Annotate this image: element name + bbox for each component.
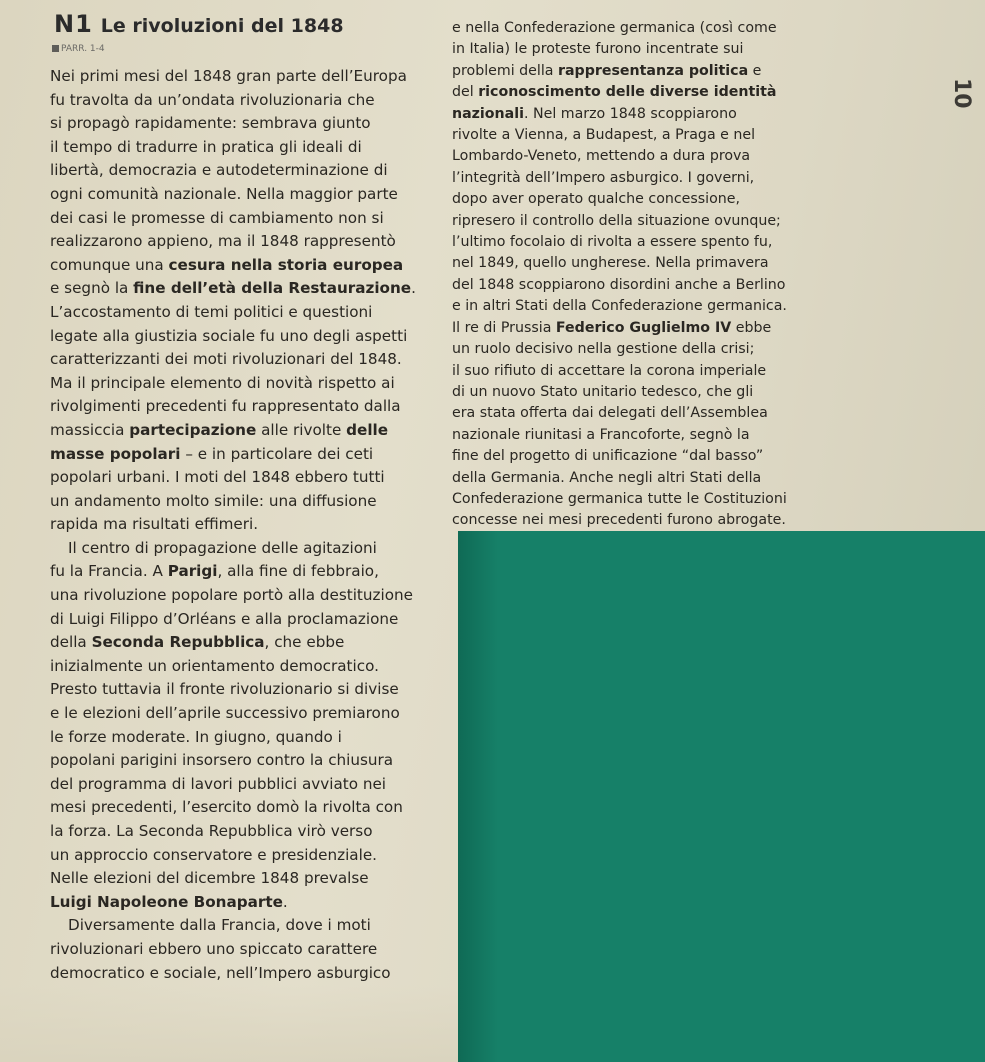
text-line xyxy=(50,938,470,962)
text-run: era stata offerta dai delegati dell’Assemblea xyxy=(452,405,768,422)
text-line xyxy=(452,318,852,339)
paragraph-reference: PARR. 1-4 xyxy=(61,44,105,54)
text-run: del 1848 scoppiarono disordini anche a Berlino xyxy=(452,276,786,293)
text-line xyxy=(452,403,852,424)
text-run: del programma di lavori pubblici avviato nei xyxy=(50,774,387,793)
text-line xyxy=(50,89,470,113)
text-run: fu la Francia. A xyxy=(50,562,168,581)
text-line xyxy=(50,112,470,136)
text-line xyxy=(50,490,470,514)
text-line xyxy=(50,136,470,160)
text-line xyxy=(452,296,852,317)
text-line xyxy=(50,773,470,797)
text-line xyxy=(452,489,852,510)
text-line xyxy=(50,348,470,372)
bold-text: Parigi xyxy=(167,562,218,581)
text-run: Presto tuttavia il fronte rivoluzionario si divise xyxy=(50,680,399,699)
bold-text: Luigi Napoleone Bonaparte xyxy=(50,892,283,911)
text-run: Il centro di propagazione delle agitazioni xyxy=(68,538,377,557)
text-line xyxy=(50,608,470,632)
text-run: rivoluzionari ebbero uno spiccato carattere xyxy=(50,939,378,958)
text-run: il suo rifiuto di accettare la corona imperiale xyxy=(452,362,767,379)
text-line xyxy=(452,189,852,210)
text-line xyxy=(452,446,852,467)
section-code: N1 xyxy=(54,10,93,38)
text-run: e nella Confederazione germanica (così come xyxy=(452,20,777,36)
bold-text: rappresentanza politica xyxy=(557,62,749,79)
text-run: ripresero il controllo della situazione ovunque; xyxy=(452,212,781,229)
text-run: Ma il principale elemento di novità rispetto ai xyxy=(50,373,395,392)
text-run: le forze moderate. In giugno, quando i xyxy=(50,727,342,746)
text-line xyxy=(452,39,852,60)
text-line xyxy=(50,560,470,584)
text-run: popolani parigini insorsero contro la chiusura xyxy=(50,751,394,770)
text-run: mesi precedenti, l’esercito domò la rivolta con xyxy=(50,798,403,817)
text-run: il tempo di tradurre in pratica gli ideali di xyxy=(50,137,362,156)
text-line xyxy=(50,749,470,773)
text-line xyxy=(50,207,470,231)
text-line xyxy=(50,301,470,325)
text-run: Nei primi mesi del 1848 gran parte dell’Europa xyxy=(50,67,407,85)
text-run: una rivoluzione popolare portò alla destituzione xyxy=(50,586,413,605)
text-line xyxy=(50,65,470,89)
text-line xyxy=(452,382,852,403)
text-line xyxy=(452,253,852,274)
text-run: del xyxy=(452,84,479,101)
text-run: Confederazione germanica tutte le Costituzioni xyxy=(452,490,787,507)
text-run: caratterizzanti dei moti rivoluzionari del 1848. xyxy=(50,350,402,369)
square-icon xyxy=(52,45,59,52)
text-run: e segnò la xyxy=(50,279,134,298)
text-line xyxy=(50,584,470,608)
text-run: un andamento molto simile: una diffusione xyxy=(50,491,377,510)
text-run: . xyxy=(411,279,416,298)
text-run: di un nuovo Stato unitario tedesco, che gli xyxy=(452,383,754,400)
text-line xyxy=(452,510,852,531)
bottom-fade xyxy=(0,985,458,1062)
text-run: massiccia xyxy=(50,420,130,439)
text-line xyxy=(50,914,470,938)
text-line xyxy=(50,702,470,726)
text-run: dei casi le promesse di cambiamento non si xyxy=(50,208,384,227)
text-run: L’accostamento di temi politici e questioni xyxy=(50,302,373,321)
bold-text: nazionali xyxy=(452,105,524,122)
text-run: Il re di Prussia xyxy=(452,319,556,336)
text-line xyxy=(452,468,852,489)
paragraph-reference-tag xyxy=(52,44,105,54)
text-run: Lombardo-Veneto, mettendo a dura prova xyxy=(452,148,751,165)
text-run: Nelle elezioni del dicembre 1848 prevalse xyxy=(50,869,369,888)
text-line xyxy=(452,275,852,296)
text-line xyxy=(50,443,470,467)
bold-text: partecipazione xyxy=(129,420,257,439)
bold-text: Seconda Repubblica xyxy=(91,633,265,652)
text-line xyxy=(50,513,470,537)
text-line xyxy=(50,419,470,443)
text-line xyxy=(452,18,852,39)
text-line xyxy=(452,146,852,167)
text-line xyxy=(50,537,470,561)
text-run: si propagò rapidamente: sembrava giunto xyxy=(50,114,371,133)
text-line xyxy=(50,395,470,419)
bold-text: delle xyxy=(346,420,389,439)
text-line xyxy=(452,125,852,146)
text-run: di Luigi Filippo d’Orléans e alla proclamazione xyxy=(50,609,399,628)
text-run: rivolgimenti precedenti fu rappresentato dalla xyxy=(50,397,401,416)
text-run: nel 1849, quello ungherese. Nella primavera xyxy=(452,255,769,272)
text-line xyxy=(50,891,470,915)
text-run: e le elezioni dell’aprile successivo premiarono xyxy=(50,704,400,723)
text-run: – e in particolare dei ceti xyxy=(180,444,374,463)
text-line xyxy=(50,277,470,301)
section-heading xyxy=(54,10,344,38)
text-run: . Nel marzo 1848 scoppiarono xyxy=(523,105,737,122)
text-run: inizialmente un orientamento democratico. xyxy=(50,656,379,675)
text-line xyxy=(452,168,852,189)
bold-text: riconoscimento delle diverse identità xyxy=(478,84,777,101)
text-line xyxy=(50,796,470,820)
text-run: ebbe xyxy=(731,319,772,336)
text-run: comunque una xyxy=(50,255,169,274)
text-run: alle rivolte xyxy=(256,420,347,439)
text-run: in Italia) le proteste furono incentrate sui xyxy=(452,41,744,58)
text-line xyxy=(452,82,852,103)
text-line xyxy=(50,820,470,844)
text-line xyxy=(50,726,470,750)
text-run: democratico e sociale, nell’Impero asburgico xyxy=(50,963,391,982)
text-run: rivolte a Vienna, a Budapest, a Praga e nel xyxy=(452,127,756,144)
text-run: ogni comunità nazionale. Nella maggior parte xyxy=(50,184,398,203)
text-run: libertà, democrazia e autodeterminazione di xyxy=(50,161,388,180)
page-side-marker: 10 xyxy=(949,78,974,109)
text-line xyxy=(50,631,470,655)
text-run: e in altri Stati della Confederazione germanica. xyxy=(452,298,787,315)
text-line xyxy=(50,962,470,986)
section-title: Le rivoluzioni del 1848 xyxy=(100,15,344,37)
text-run: , che ebbe xyxy=(264,633,345,652)
text-run: un approccio conservatore e presidenziale. xyxy=(50,845,377,864)
text-line xyxy=(50,183,470,207)
text-run: l’ultimo focolaio di rivolta a essere spento fu, xyxy=(452,234,773,251)
text-line xyxy=(50,159,470,183)
text-line xyxy=(50,254,470,278)
text-line xyxy=(452,232,852,253)
text-run: e xyxy=(748,62,762,79)
text-line xyxy=(452,361,852,382)
text-run: fu travolta da un’ondata rivoluzionaria che xyxy=(50,90,375,109)
text-line xyxy=(452,339,852,360)
text-line xyxy=(452,425,852,446)
left-text-column xyxy=(50,65,470,985)
text-run: problemi della xyxy=(452,62,558,79)
text-line xyxy=(50,678,470,702)
text-line xyxy=(50,466,470,490)
bold-text: fine dell’età della Restaurazione xyxy=(133,279,412,298)
text-line xyxy=(50,372,470,396)
bold-text: masse popolari xyxy=(50,444,181,463)
text-run: , alla fine di febbraio, xyxy=(217,562,379,581)
text-run: un ruolo decisivo nella gestione della crisi; xyxy=(452,341,755,358)
text-line xyxy=(50,325,470,349)
text-run: rapida ma risultati effimeri. xyxy=(50,515,259,534)
text-run: l’integrità dell’Impero asburgico. I governi, xyxy=(452,169,755,186)
text-run: popolari urbani. I moti del 1848 ebbero tutti xyxy=(50,468,385,487)
text-line xyxy=(50,655,470,679)
text-line xyxy=(50,230,470,254)
text-line xyxy=(50,844,470,868)
text-line xyxy=(50,867,470,891)
bold-text: cesura nella storia europea xyxy=(168,255,404,274)
text-line xyxy=(452,104,852,125)
text-run: dopo aver operato qualche concessione, xyxy=(452,191,741,208)
text-run: la forza. La Seconda Repubblica virò verso xyxy=(50,822,373,840)
text-run: realizzarono appieno, ma il 1848 rappresentò xyxy=(50,232,396,251)
text-run: nazionale riunitasi a Francoforte, segnò la xyxy=(452,426,750,443)
text-run: fine del progetto di unificazione “dal basso” xyxy=(452,448,764,465)
text-run: legate alla giustizia sociale fu uno degli aspetti xyxy=(50,326,408,345)
text-run: della Germania. Anche negli altri Stati della xyxy=(452,469,762,486)
panel-shadow xyxy=(458,531,498,1062)
text-line xyxy=(452,211,852,232)
green-image-panel xyxy=(458,531,985,1062)
text-run: Diversamente dalla Francia, dove i moti xyxy=(68,916,371,935)
text-run: . xyxy=(282,892,288,911)
right-text-column xyxy=(452,18,852,532)
text-run: della xyxy=(50,633,92,652)
text-run: concesse nei mesi precedenti furono abrogate. xyxy=(452,512,786,529)
bold-text: Federico Guglielmo IV xyxy=(555,319,732,336)
text-line xyxy=(452,61,852,82)
